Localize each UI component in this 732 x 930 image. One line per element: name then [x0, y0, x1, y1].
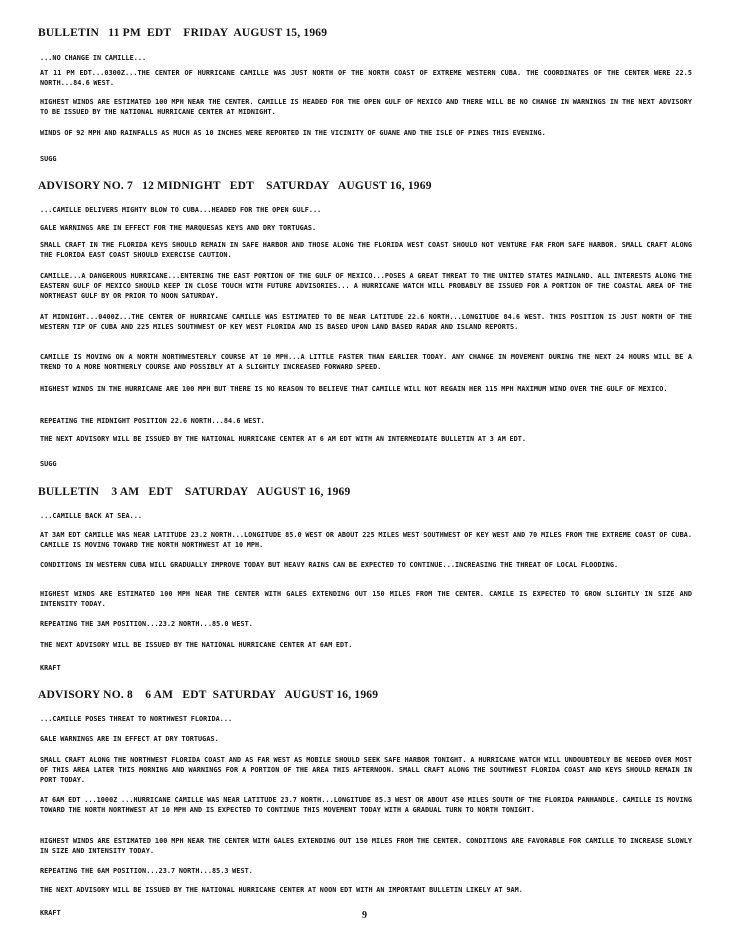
paragraph: REPEATING THE 3AM POSITION...23.2 NORTH...85.0 WEST.: [40, 620, 253, 628]
paragraph: GALE WARNINGS ARE IN EFFECT AT DRY TORTUGAS.: [40, 735, 219, 743]
page-number: 9: [362, 910, 367, 921]
paragraph: CAMILLE IS MOVING ON A NORTH NORTHWESTERLY COURSE AT 10 MPH...A LITTLE FASTER THAN EARLIER TODAY. ANY CHANGE IN MOVEMENT DURING THE NEXT 24 HOURS WILL BE A TREND TO A MORE NORTHERLY COURSE AND POSSIBLY AT A SLIGHTLY INCREASED FORWARD SPEED.: [40, 353, 692, 371]
paragraph: SMALL CRAFT ALONG THE NORTHWEST FLORIDA COAST AND AS FAR WEST AS MOBILE SHOULD SEEK SAFE HARBOR TONIGHT. A HURRICANE WATCH WILL UNDOUBTEDLY BE NEEDED OVER MOST OF THIS AREA LATER THIS MORNING AND WARNINGS FOR A PORTION OF THE AREA THIS AFTERNOON. SMALL CRAFT ALONG THE SOUTHWEST FLORIDA COAST AND KEYS SHOULD REMAIN IN PORT TODAY.: [40, 756, 692, 784]
signature: SUGG: [40, 460, 57, 468]
paragraph: AT 3AM EDT CAMILLE WAS NEAR LATITUDE 23.2 NORTH...LONGITUDE 85.0 WEST OR ABOUT 225 MILES WEST SOUTHWEST OF KEY WEST AND 70 MILES FROM THE EXTREME COAST OF CUBA. CAMILLE IS MOVING TOWARD THE NORTH NORTHWEST AT 10 MPH.: [40, 531, 692, 549]
section-heading: BULLETIN 3 AM EDT SATURDAY AUGUST 16, 1969: [38, 486, 351, 498]
paragraph: THE NEXT ADVISORY WILL BE ISSUED BY THE NATIONAL HURRICANE CENTER AT 6 AM EDT WITH AN INTERMEDIATE BULLETIN AT 3 AM EDT.: [40, 435, 527, 443]
paragraph: AT 11 PM EDT...0300Z...THE CENTER OF HURRICANE CAMILLE WAS JUST NORTH OF THE NORTH COAST OF EXTREME WESTERN CUBA. THE COORDINATES OF THE CENTER WERE 22.5 NORTH...84.6 WEST.: [40, 69, 692, 87]
signature: KRAFT: [40, 909, 61, 917]
paragraph: CONDITIONS IN WESTERN CUBA WILL GRADUALLY IMPROVE TODAY BUT HEAVY RAINS CAN BE EXPECTED TO CONTINUE...INCREASING THE THREAT OF LOCAL FLOODING.: [40, 561, 619, 569]
paragraph: HIGHEST WINDS IN THE HURRICANE ARE 100 MPH BUT THERE IS NO REASON TO BELIEVE THAT CAMILLE WILL NOT REGAIN HER 115 MPH MAXIMUM WIND OVER THE GULF OF MEXICO.: [40, 385, 668, 393]
paragraph: ...NO CHANGE IN CAMILLE...: [40, 54, 147, 62]
paragraph: AT 6AM EDT ...1000Z ...HURRICANE CAMILLE WAS NEAR LATITUDE 23.7 NORTH...LONGITUDE 85.3 WEST OR ABOUT 450 MILES SOUTH OF THE FLORIDA PANHANDLE. CAMILLE IS MOVING TOWARD THE NORTH NORTHWEST AT 10 MPH AND IS EXPECTED TO CONTINUE THIS MOVEMENT TODAY WITH A GRADUAL TURN TO NORTH TONIGHT.: [40, 796, 692, 814]
paragraph: ...CAMILLE DELIVERS MIGHTY BLOW TO CUBA...HEADED FOR THE OPEN GULF...: [40, 206, 322, 214]
paragraph: REPEATING THE 6AM POSITION...23.7 NORTH...85.3 WEST.: [40, 867, 253, 875]
section-heading: ADVISORY NO. 7 12 MIDNIGHT EDT SATURDAY AUGUST 16, 1969: [38, 180, 432, 192]
paragraph: THE NEXT ADVISORY WILL BE ISSUED BY THE NATIONAL HURRICANE CENTER AT 6AM EDT.: [40, 641, 353, 649]
paragraph: AT MIDNIGHT...0400Z...THE CENTER OF HURRICANE CAMILLE WAS ESTIMATED TO BE NEAR LATITUDE 22.6 NORTH...LONGITUDE 84.6 WEST. THIS POSITION IS JUST NORTH OF THE WESTERN TIP OF CUBA AND 225 MILES SOUTHWEST OF KEY WEST FLORIDA AND IS BASED UPON LAND BASED RADAR AND ISLAND REPORTS.: [40, 313, 692, 331]
paragraph: HIGHEST WINDS ARE ESTIMATED 100 MPH NEAR THE CENTER WITH GALES EXTENDING OUT 150 MILES FROM THE CENTER. CAMILE IS EXPECTED TO GROW SLIGHTLY IN SIZE AND INTENSITY TODAY.: [40, 590, 692, 608]
paragraph: ...CAMILLE BACK AT SEA...: [40, 512, 143, 520]
paragraph: CAMILLE...A DANGEROUS HURRICANE...ENTERING THE EAST PORTION OF THE GULF OF MEXICO...POSES A GREAT THREAT TO THE UNITED STATES MAINLAND. ALL INTERESTS ALONG THE EASTERN GULF OF MEXICO SHOULD KEEP IN CLOSE TOUCH WITH FUTURE ADVISORIES... A HURRICANE WATCH WILL PROBABLY BE ISSUED FOR A PORTION OF THE COASTAL AREA OF THE NORTHEAST GULF BY OR PRIOR TO NOON SATURDAY.: [40, 272, 692, 300]
signature: SUGG: [40, 155, 57, 163]
section-heading: ADVISORY NO. 8 6 AM EDT SATURDAY AUGUST 16, 1969: [38, 689, 379, 701]
paragraph: HIGHEST WINDS ARE ESTIMATED 100 MPH NEAR THE CENTER WITH GALES EXTENDING OUT 150 MILES FROM THE CENTER. CONDITIONS ARE FAVORABLE FOR CAMILLE TO INCREASE SLOWLY IN SIZE AND INTENSITY TODAY.: [40, 837, 692, 855]
paragraph: SMALL CRAFT IN THE FLORIDA KEYS SHOULD REMAIN IN SAFE HARBOR AND THOSE ALONG THE FLORIDA WEST COAST SHOULD NOT VENTURE FAR FROM SAFE HARBOR. SMALL CRAFT ALONG THE FLORIDA EAST COAST SHOULD EXERCISE CAUTION.: [40, 241, 692, 259]
paragraph: HIGHEST WINDS ARE ESTIMATED 100 MPH NEAR THE CENTER. CAMILLE IS HEADED FOR THE OPEN GULF OF MEXICO AND THERE WILL BE NO CHANGE IN WARNINGS IN THE NEXT ADVISORY TO BE ISSUED BY THE NATIONAL HURRICANE CENTER AT MIDNIGHT.: [40, 98, 692, 116]
paragraph: WINDS OF 92 MPH AND RAINFALLS AS MUCH AS 10 INCHES WERE REPORTED IN THE VICINITY OF GUANE AND THE ISLE OF PINES THIS EVENING.: [40, 129, 546, 137]
paragraph: REPEATING THE MIDNIGHT POSITION 22.6 NORTH...84.6 WEST.: [40, 417, 265, 425]
section-heading: BULLETIN 11 PM EDT FRIDAY AUGUST 15, 1969: [38, 27, 328, 39]
paragraph: ...CAMILLE POSES THREAT TO NORTHWEST FLORIDA...: [40, 715, 233, 723]
paragraph: GALE WARNINGS ARE IN EFFECT FOR THE MARQUESAS KEYS AND DRY TORTUGAS.: [40, 224, 317, 232]
paragraph: THE NEXT ADVISORY WILL BE ISSUED BY THE NATIONAL HURRICANE CENTER AT NOON EDT WITH AN IMPORTANT BULLETIN LIKELY AT 9AM.: [40, 886, 523, 894]
signature: KRAFT: [40, 664, 61, 672]
